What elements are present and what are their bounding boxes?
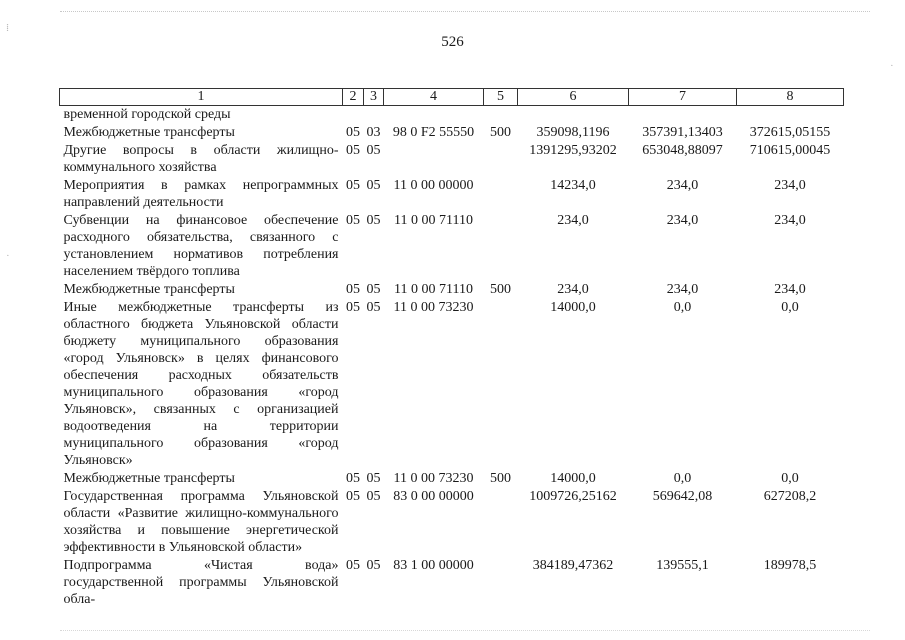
row-amount-year2-cell: 653048,88097 [642, 143, 723, 158]
row-amount-year2-cell: 234,0 [666, 282, 699, 297]
budget-table [59, 88, 844, 609]
row-pr-cell: 05 [366, 489, 381, 504]
scan-mark: · [6, 250, 10, 262]
scan-noise-bottom [60, 630, 870, 632]
row-pr-cell: 05 [366, 300, 381, 315]
row-amount-year3-cell: 234,0 [774, 213, 806, 228]
row-amount-year1-cell: 234,0 [557, 282, 589, 297]
row-amount-year1-cell: 384189,47362 [532, 558, 614, 573]
row-pr-cell: 03 [366, 125, 381, 140]
header-cell: 2 [343, 89, 364, 106]
row-vr-cell [484, 212, 518, 281]
row-name-cell: временной городской среды [63, 107, 231, 122]
row-csr-cell: 11 0 00 73230 [393, 471, 474, 486]
page-number: 526 [441, 34, 464, 50]
table-header-row [60, 89, 844, 106]
table-row [60, 557, 844, 609]
row-amount-year3-cell: 372615,05155 [749, 125, 831, 140]
header-cell: 1 [60, 89, 343, 106]
row-amount-year3-cell: 0,0 [781, 471, 799, 486]
row-amount-year1-cell: 14234,0 [550, 178, 596, 193]
row-pr-cell: 05 [366, 213, 381, 228]
row-name-cell: Межбюджетные трансферты [63, 125, 235, 140]
row-pr-cell: 05 [366, 282, 381, 297]
row-name-cell: Государственная программа Ульяновской области «Развитие жилищно-коммунального хозяйства и повышение энергетической эффективности в Ульяновской области» [63, 489, 339, 555]
row-amount-year3-cell: 189978,5 [763, 558, 817, 573]
row-pr-cell: 05 [366, 178, 381, 193]
row-amount-year1-cell [518, 106, 629, 125]
row-amount-year2-cell: 569642,08 [652, 489, 713, 504]
row-name-cell: Другие вопросы в области жилищно-коммунального хозяйства [63, 143, 339, 175]
row-amount-year3-cell: 710615,00045 [749, 143, 831, 158]
table-row [60, 470, 844, 488]
row-vr-cell [484, 106, 518, 125]
row-name-cell: Межбюджетные трансферты [63, 282, 235, 297]
row-csr-cell: 11 0 00 71110 [394, 213, 473, 228]
row-name-cell: Подпрограмма «Чистая вода» государственной программы Ульяновской обла- [63, 558, 339, 607]
table-row [60, 299, 844, 470]
table-body [60, 89, 844, 610]
row-pr-cell: 05 [366, 471, 381, 486]
row-amount-year1-cell: 234,0 [557, 213, 589, 228]
row-amount-year1-cell: 14000,0 [550, 300, 596, 315]
row-rz-cell: 05 [346, 489, 360, 504]
table-row [60, 124, 844, 142]
table-row [60, 177, 844, 212]
table-row [60, 281, 844, 299]
row-amount-year2-cell: 0,0 [673, 300, 692, 315]
row-csr-cell: 11 0 00 73230 [393, 300, 474, 315]
header-cell: 7 [629, 89, 737, 106]
row-rz-cell: 05 [346, 471, 360, 486]
header-cell: 8 [737, 89, 844, 106]
row-amount-year3-cell: 234,0 [774, 178, 806, 193]
row-csr-cell [384, 142, 484, 177]
row-amount-year2-cell: 234,0 [666, 178, 699, 193]
row-amount-year1-cell: 14000,0 [550, 471, 596, 486]
row-pr-cell: 05 [366, 143, 381, 158]
row-csr-cell: 98 0 F2 55550 [392, 125, 475, 140]
row-rz-cell: 05 [346, 282, 360, 297]
row-rz-cell: 05 [346, 125, 360, 140]
row-vr-cell [484, 299, 518, 470]
row-amount-year3-cell: 234,0 [774, 282, 806, 297]
row-rz-cell: 05 [346, 213, 360, 228]
row-name-cell: Субвенции на финансовое обеспечение расходного обязательства, связанного с установлением нормативов потребления населением твёрдого топлива [63, 213, 339, 279]
row-vr-cell [484, 142, 518, 177]
row-vr-cell [484, 177, 518, 212]
header-cell: 5 [484, 89, 518, 106]
row-amount-year2-cell: 0,0 [673, 471, 692, 486]
row-pr-cell: 05 [366, 558, 381, 573]
row-amount-year2-cell: 234,0 [666, 213, 699, 228]
scan-mark: ⁞ [6, 22, 10, 34]
row-amount-year2-cell: 357391,13403 [642, 125, 723, 140]
row-rz-cell [343, 106, 364, 125]
row-csr-cell: 83 0 00 00000 [393, 489, 474, 504]
header-cell: 4 [384, 89, 484, 106]
row-amount-year3-cell: 627208,2 [763, 489, 817, 504]
row-csr-cell: 11 0 00 71110 [394, 282, 473, 297]
header-cell: 3 [364, 89, 384, 106]
row-csr-cell: 11 0 00 00000 [393, 178, 474, 193]
row-rz-cell: 05 [346, 300, 360, 315]
row-vr-cell: 500 [490, 471, 511, 486]
row-amount-year3-cell: 0,0 [781, 300, 799, 315]
row-amount-year1-cell: 1391295,93202 [529, 143, 617, 158]
table-row [60, 488, 844, 557]
row-amount-year2-cell: 139555,1 [656, 558, 709, 573]
row-rz-cell: 05 [346, 178, 360, 193]
table-row [60, 106, 844, 125]
row-amount-year3-cell [737, 106, 844, 125]
row-pr-cell [364, 106, 384, 125]
row-vr-cell [484, 557, 518, 609]
row-rz-cell: 05 [346, 558, 360, 573]
header-cell: 6 [518, 89, 629, 106]
row-csr-cell [384, 106, 484, 125]
row-vr-cell: 500 [490, 125, 511, 140]
scan-noise-top [60, 11, 870, 13]
row-amount-year1-cell: 1009726,25162 [529, 489, 617, 504]
row-name-cell: Иные межбюджетные трансферты из областного бюджета Ульяновской области бюджету муниципального образования «город Ульяновск» в целях финансового обеспечения расходных обязательств муниципального образования «город Ульяновск», связанных с организацией водоотведения на территории муниципального образования «город Ульяновск» [63, 300, 339, 468]
row-amount-year2-cell [629, 106, 737, 125]
scan-mark: · [890, 60, 894, 72]
row-name-cell: Мероприятия в рамках непрограммных направлений деятельности [63, 178, 339, 210]
table-row [60, 212, 844, 281]
row-vr-cell [484, 488, 518, 557]
row-name-cell: Межбюджетные трансферты [63, 471, 235, 486]
row-csr-cell: 83 1 00 00000 [393, 558, 474, 573]
row-amount-year1-cell: 359098,1196 [536, 125, 610, 140]
row-vr-cell: 500 [490, 282, 511, 297]
row-rz-cell: 05 [346, 143, 360, 158]
table-row [60, 142, 844, 177]
